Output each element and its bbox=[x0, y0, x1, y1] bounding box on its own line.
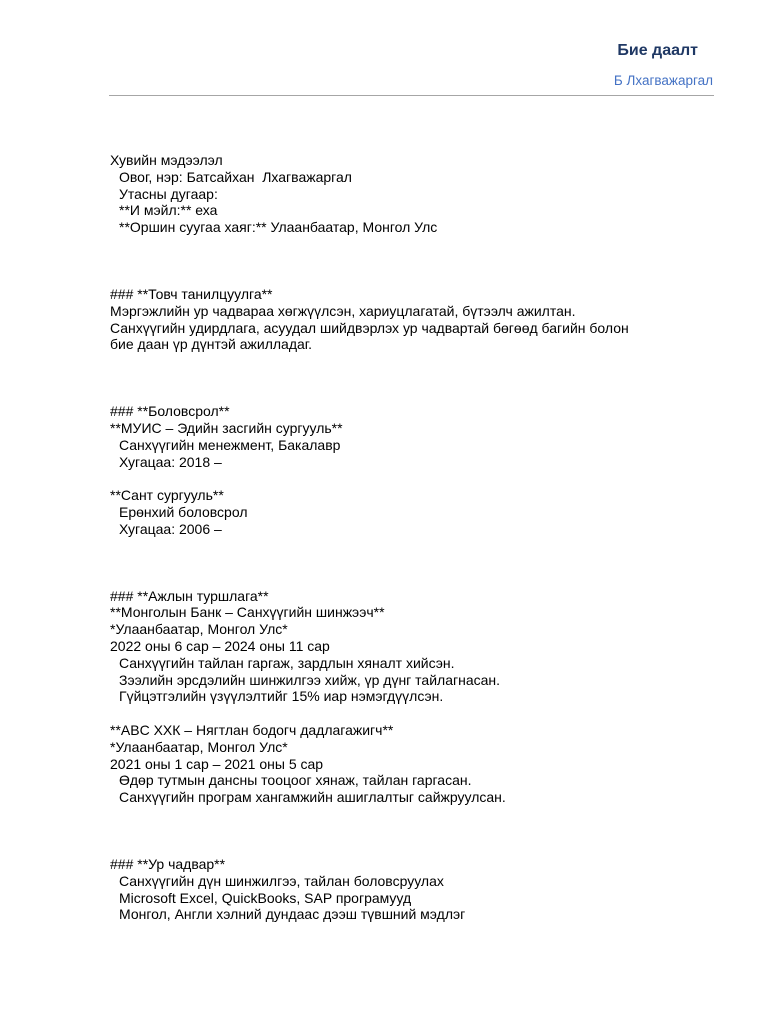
document-title: Бие даалт bbox=[617, 42, 698, 59]
document-body bbox=[110, 152, 710, 923]
education-entry bbox=[110, 487, 710, 537]
education-school: **Сант сургууль** bbox=[110, 487, 224, 504]
experience-period: 2021 оны 1 сар – 2021 оны 5 сар bbox=[110, 755, 324, 772]
skill-item: Санхүүгийн дүн шинжилгээ, тайлан боловсруулах bbox=[119, 872, 444, 889]
experience-duty: Санхүүгийн тайлан гаргаж, зардлын хяналт хийсэн. bbox=[119, 654, 455, 671]
intro-heading: ### **Товч танилцуулга** bbox=[110, 285, 273, 302]
experience-location: *Улаанбаатар, Монгол Улс* bbox=[110, 621, 288, 638]
personal-phone: Утасны дугаар: bbox=[119, 185, 218, 202]
experience-duty: Зээлийн эрсдэлийн шинжилгээ хийж, үр дүнг тайлагнасан. bbox=[119, 671, 501, 688]
skill-item: Microsoft Excel, QuickBooks, SAP програмууд bbox=[119, 889, 412, 906]
personal-email: **И мэйл:** еха bbox=[119, 202, 218, 219]
education-program: Санхүүгийн менежмент, Бакалавр bbox=[119, 436, 341, 453]
education-heading: ### **Боловсрол** bbox=[110, 403, 230, 420]
experience-entry bbox=[110, 722, 710, 806]
education-program: Ерөнхий боловсрол bbox=[119, 503, 248, 520]
experience-heading: ### **Ажлын туршлага** bbox=[110, 587, 269, 604]
experience-section bbox=[110, 588, 710, 806]
education-period: Хугацаа: 2006 – bbox=[119, 520, 222, 537]
experience-duty: Өдөр тутмын дансны тооцоог хянаж, тайлан гаргасан. bbox=[119, 772, 472, 789]
experience-location: *Улаанбаатар, Монгол Улс* bbox=[110, 738, 288, 755]
skills-section bbox=[110, 856, 710, 923]
education-period: Хугацаа: 2018 – bbox=[119, 453, 222, 470]
experience-title: **ABC ХХК – Нягтлан бодогч дадлагажигч** bbox=[110, 721, 394, 738]
intro-line: Санхүүгийн удирдлага, асуудал шийдвэрлэх ур чадвартай бөгөөд багийн болон bbox=[110, 319, 629, 336]
experience-entry bbox=[110, 604, 710, 705]
education-school: **МУИС – Эдийн засгийн сургууль** bbox=[110, 419, 343, 436]
experience-duty: Гүйцэтгэлийн үзүүлэлтийг 15% иар нэмэгдүүлсэн. bbox=[119, 688, 444, 705]
personal-address: **Оршин суугаа хаяг:** Улаанбаатар, Монгол Улс bbox=[119, 219, 438, 236]
intro-section bbox=[110, 286, 710, 353]
skill-item: Монгол, Англи хэлний дундаас дээш түвшний мэдлэг bbox=[119, 906, 466, 923]
personal-name: Овог, нэр: Батсайхан Лхагважаргал bbox=[119, 168, 352, 185]
personal-info-section bbox=[110, 152, 710, 236]
skills-heading: ### **Ур чадвар** bbox=[110, 855, 226, 872]
experience-duty: Санхүүгийн програм хангамжийн ашиглалтыг сайжруулсан. bbox=[119, 789, 506, 806]
header-divider bbox=[109, 95, 714, 96]
intro-line: бие даан үр дүнтэй ажилладаг. bbox=[110, 336, 313, 353]
education-entry bbox=[110, 420, 710, 470]
experience-period: 2022 оны 6 сар – 2024 оны 11 сар bbox=[110, 637, 330, 654]
intro-line: Мэргэжлийн ур чадвараа хөгжүүлсэн, хариуцлагатай, бүтээлч ажилтан. bbox=[110, 302, 576, 319]
personal-heading: Хувийн мэдээлэл bbox=[110, 152, 223, 168]
document-author: Б Лхагважаргал bbox=[613, 73, 713, 88]
experience-title: **Монголын Банк – Санхүүгийн шинжээч** bbox=[110, 604, 385, 621]
education-section bbox=[110, 403, 710, 537]
